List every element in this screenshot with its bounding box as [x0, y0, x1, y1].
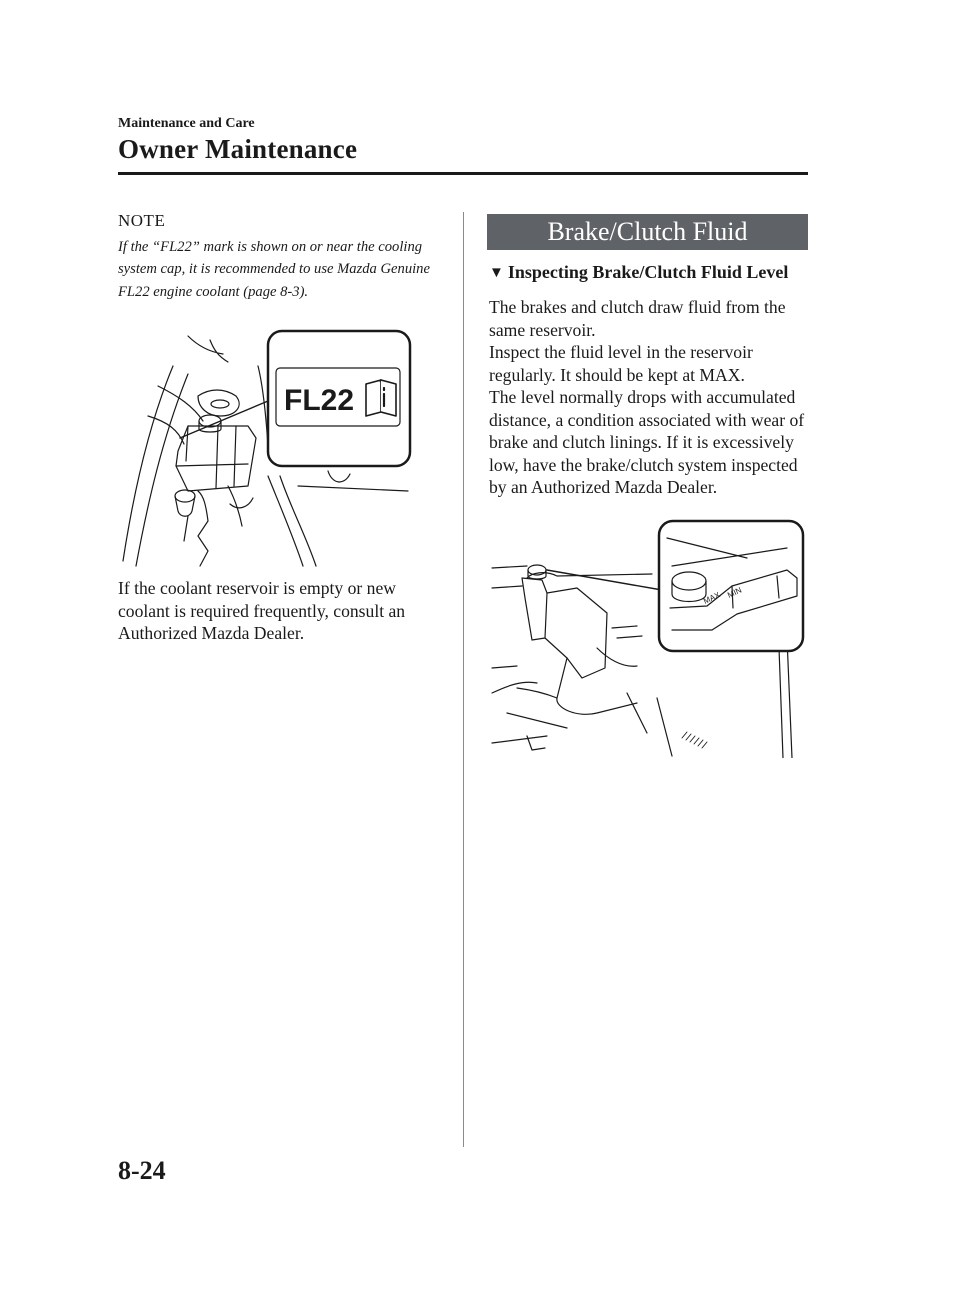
section-label: Maintenance and Care [118, 116, 255, 131]
page-number: 8-24 [118, 1156, 166, 1185]
min-mark-label: MIN [726, 585, 744, 600]
coolant-reservoir-illustration [118, 326, 418, 571]
paragraph: Inspect the fluid level in the reservoir regularly. It should be kept at MAX. [489, 342, 753, 385]
triangle-bullet-icon: ▼ [489, 265, 504, 281]
coolant-advice-text: If the coolant reservoir is empty or new coolant is required frequently, consult an Authorized Mazda Dealer. [118, 578, 406, 643]
title-rule [118, 172, 808, 175]
manual-book-icon [366, 380, 396, 416]
subheading [489, 262, 788, 283]
column-divider [463, 212, 464, 1147]
max-mark-label: MAX [702, 590, 722, 606]
section-band: Brake/Clutch Fluid [487, 214, 808, 250]
brake-reservoir-illustration [487, 518, 807, 758]
note-title: NOTE [118, 211, 166, 230]
page-title: Owner Maintenance [118, 134, 358, 164]
note-text: If the “FL22” mark is shown on or near the cooling system cap, it is recommended to use Mazda Genuine FL22 engine coolant (page 8-3). [118, 239, 430, 300]
paragraph: The level normally drops with accumulated distance, a condition associated with wear of brake and clutch linings. If it is excessively low, have the brake/clutch system inspected by an Authorized Mazda Dealer. [489, 387, 805, 497]
paragraph: The brakes and clutch draw fluid from the same reservoir. [489, 297, 786, 340]
brake-fluid-body [489, 296, 811, 499]
subheading-text: Inspecting Brake/Clutch Fluid Level [507, 262, 789, 282]
fl22-mark-label: FL22 [284, 384, 355, 417]
